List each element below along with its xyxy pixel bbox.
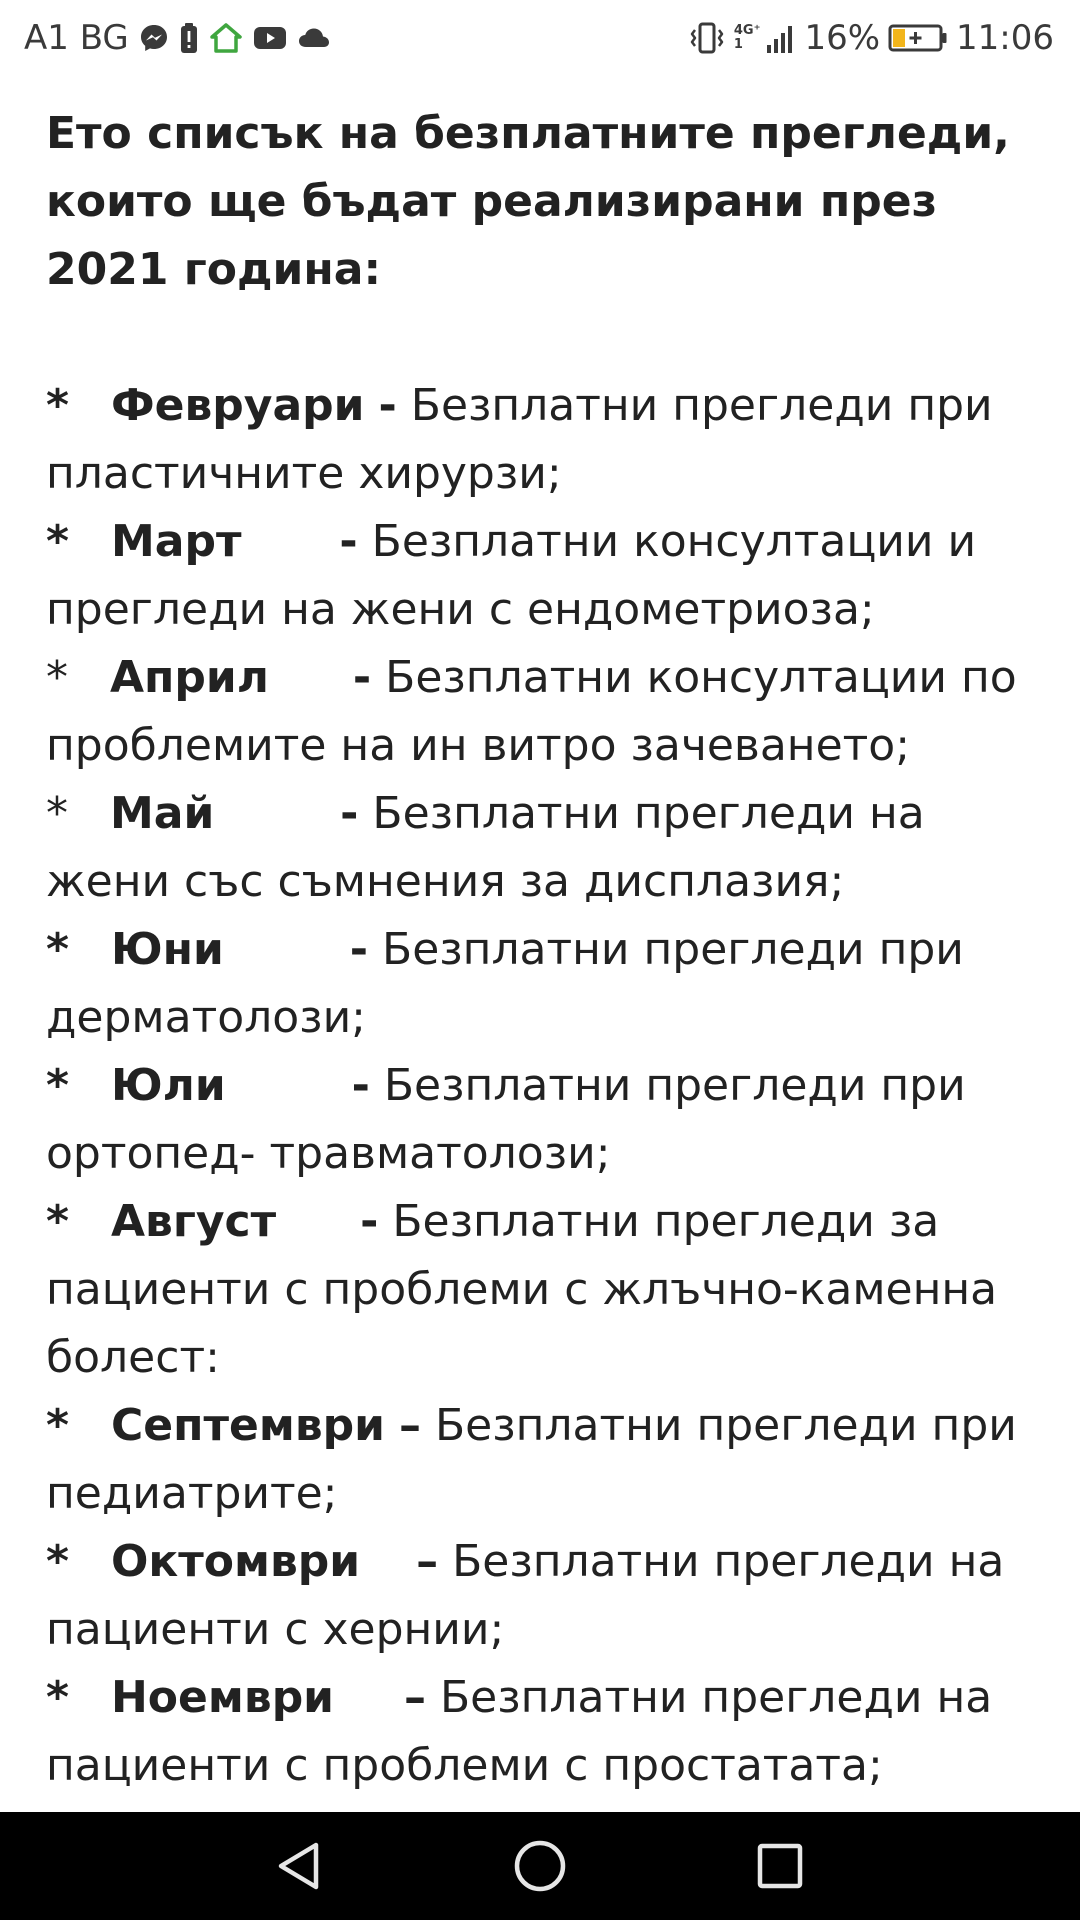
month-gap [214, 788, 340, 839]
list-item [46, 372, 1046, 508]
month-label: Февруари [110, 380, 365, 431]
vibrate-icon [688, 14, 726, 62]
messenger-icon [139, 14, 169, 62]
separator-dash: - [352, 652, 372, 703]
network-type: 4G⁺ [733, 23, 761, 38]
month-gap [226, 1060, 352, 1111]
month-gap [224, 924, 350, 975]
network-type-label [734, 24, 761, 52]
list-item [46, 508, 1046, 644]
article-content [46, 100, 1046, 1800]
item-description: Безплатни прегледи за пациенти с проблеми с жлъчно-каменна болест: [46, 1196, 998, 1383]
month-gap [334, 1672, 404, 1723]
separator-dash: - [351, 1060, 370, 1111]
item-description: Безплатни прегледи на пациенти с проблеми с простатата; [46, 1672, 993, 1791]
status-left [24, 14, 331, 62]
separator-dash: – [403, 1672, 426, 1723]
network-sub: 1 [733, 37, 743, 52]
list-bullet: * [46, 788, 68, 839]
status-bar [0, 0, 1080, 76]
home-button[interactable] [510, 1836, 570, 1896]
navigation-bar [0, 1812, 1080, 1920]
month-label: Юни [110, 924, 224, 975]
month-list [46, 372, 1046, 1800]
list-bullet: * [46, 1400, 70, 1451]
list-bullet: * [46, 1672, 70, 1723]
carrier-label: A1 BG [24, 18, 129, 58]
month-gap [385, 1400, 399, 1451]
month-gap [269, 652, 353, 703]
cloud-icon [297, 14, 331, 62]
list-item [46, 1664, 1046, 1800]
separator-dash: - [378, 380, 397, 431]
month-label: Август [110, 1196, 277, 1247]
recents-button[interactable] [750, 1836, 810, 1896]
item-description: Безплатни консултации по проблемите на ин витро зачеването; [46, 652, 1017, 771]
list-bullet: * [46, 516, 70, 567]
separator-dash: - [339, 516, 358, 567]
recents-icon [755, 1841, 805, 1891]
item-description: Безплатни консултации и прегледи на жени с ендометриоза; [46, 516, 977, 635]
spacer [46, 304, 1046, 372]
list-item [46, 1188, 1046, 1392]
month-label: Април [109, 652, 269, 703]
separator-dash: – [399, 1400, 421, 1451]
battery-charging-icon [888, 14, 948, 62]
battery-percent: 16% [804, 18, 881, 58]
list-bullet: * [46, 380, 70, 431]
separator-dash: – [416, 1536, 439, 1587]
month-gap [360, 1536, 416, 1587]
list-bullet: * [46, 1196, 70, 1247]
item-description: Безплатни прегледи при пластичните хирурзи; [46, 380, 993, 499]
item-description: Безплатни прегледи на жени със съмнения за дисплазия; [46, 788, 925, 907]
month-label: Май [109, 788, 215, 839]
youtube-icon [253, 14, 287, 62]
separator-dash: - [360, 1196, 379, 1247]
month-gap [276, 1196, 360, 1247]
month-label: Юли [110, 1060, 226, 1111]
item-description: Безплатни прегледи при дерматолози; [46, 924, 964, 1043]
list-bullet: * [46, 924, 70, 975]
list-bullet: * [46, 1536, 70, 1587]
separator-dash: - [340, 788, 359, 839]
month-label: Март [110, 516, 242, 567]
battery-saver-icon [179, 14, 199, 62]
home-icon [512, 1838, 568, 1894]
month-label: Септември [110, 1400, 385, 1451]
status-right [688, 14, 1054, 62]
list-item [46, 644, 1046, 780]
list-bullet: * [46, 652, 68, 703]
month-gap [365, 380, 379, 431]
article-heading: Ето списък на безплатните прегледи, които ще бъдат реализирани през 2021 година: [46, 108, 1010, 295]
month-gap [241, 516, 339, 567]
list-item [46, 1052, 1046, 1188]
month-label: Ноември [110, 1672, 335, 1723]
back-icon [276, 1840, 324, 1892]
signal-icon [766, 14, 796, 62]
list-item [46, 1528, 1046, 1664]
item-description: Безплатни прегледи на пациенти с хернии; [46, 1536, 1005, 1655]
list-item [46, 916, 1046, 1052]
list-item [46, 780, 1046, 916]
home-app-icon [209, 14, 243, 62]
list-bullet: * [46, 1060, 70, 1111]
back-button[interactable] [270, 1836, 330, 1896]
list-item [46, 1392, 1046, 1528]
month-label: Октомври [110, 1536, 361, 1587]
item-description: Безплатни прегледи при педиатрите; [46, 1400, 1017, 1519]
item-description: Безплатни прегледи при ортопед- травматолози; [46, 1060, 966, 1179]
separator-dash: - [349, 924, 369, 975]
clock: 11:06 [956, 18, 1054, 58]
